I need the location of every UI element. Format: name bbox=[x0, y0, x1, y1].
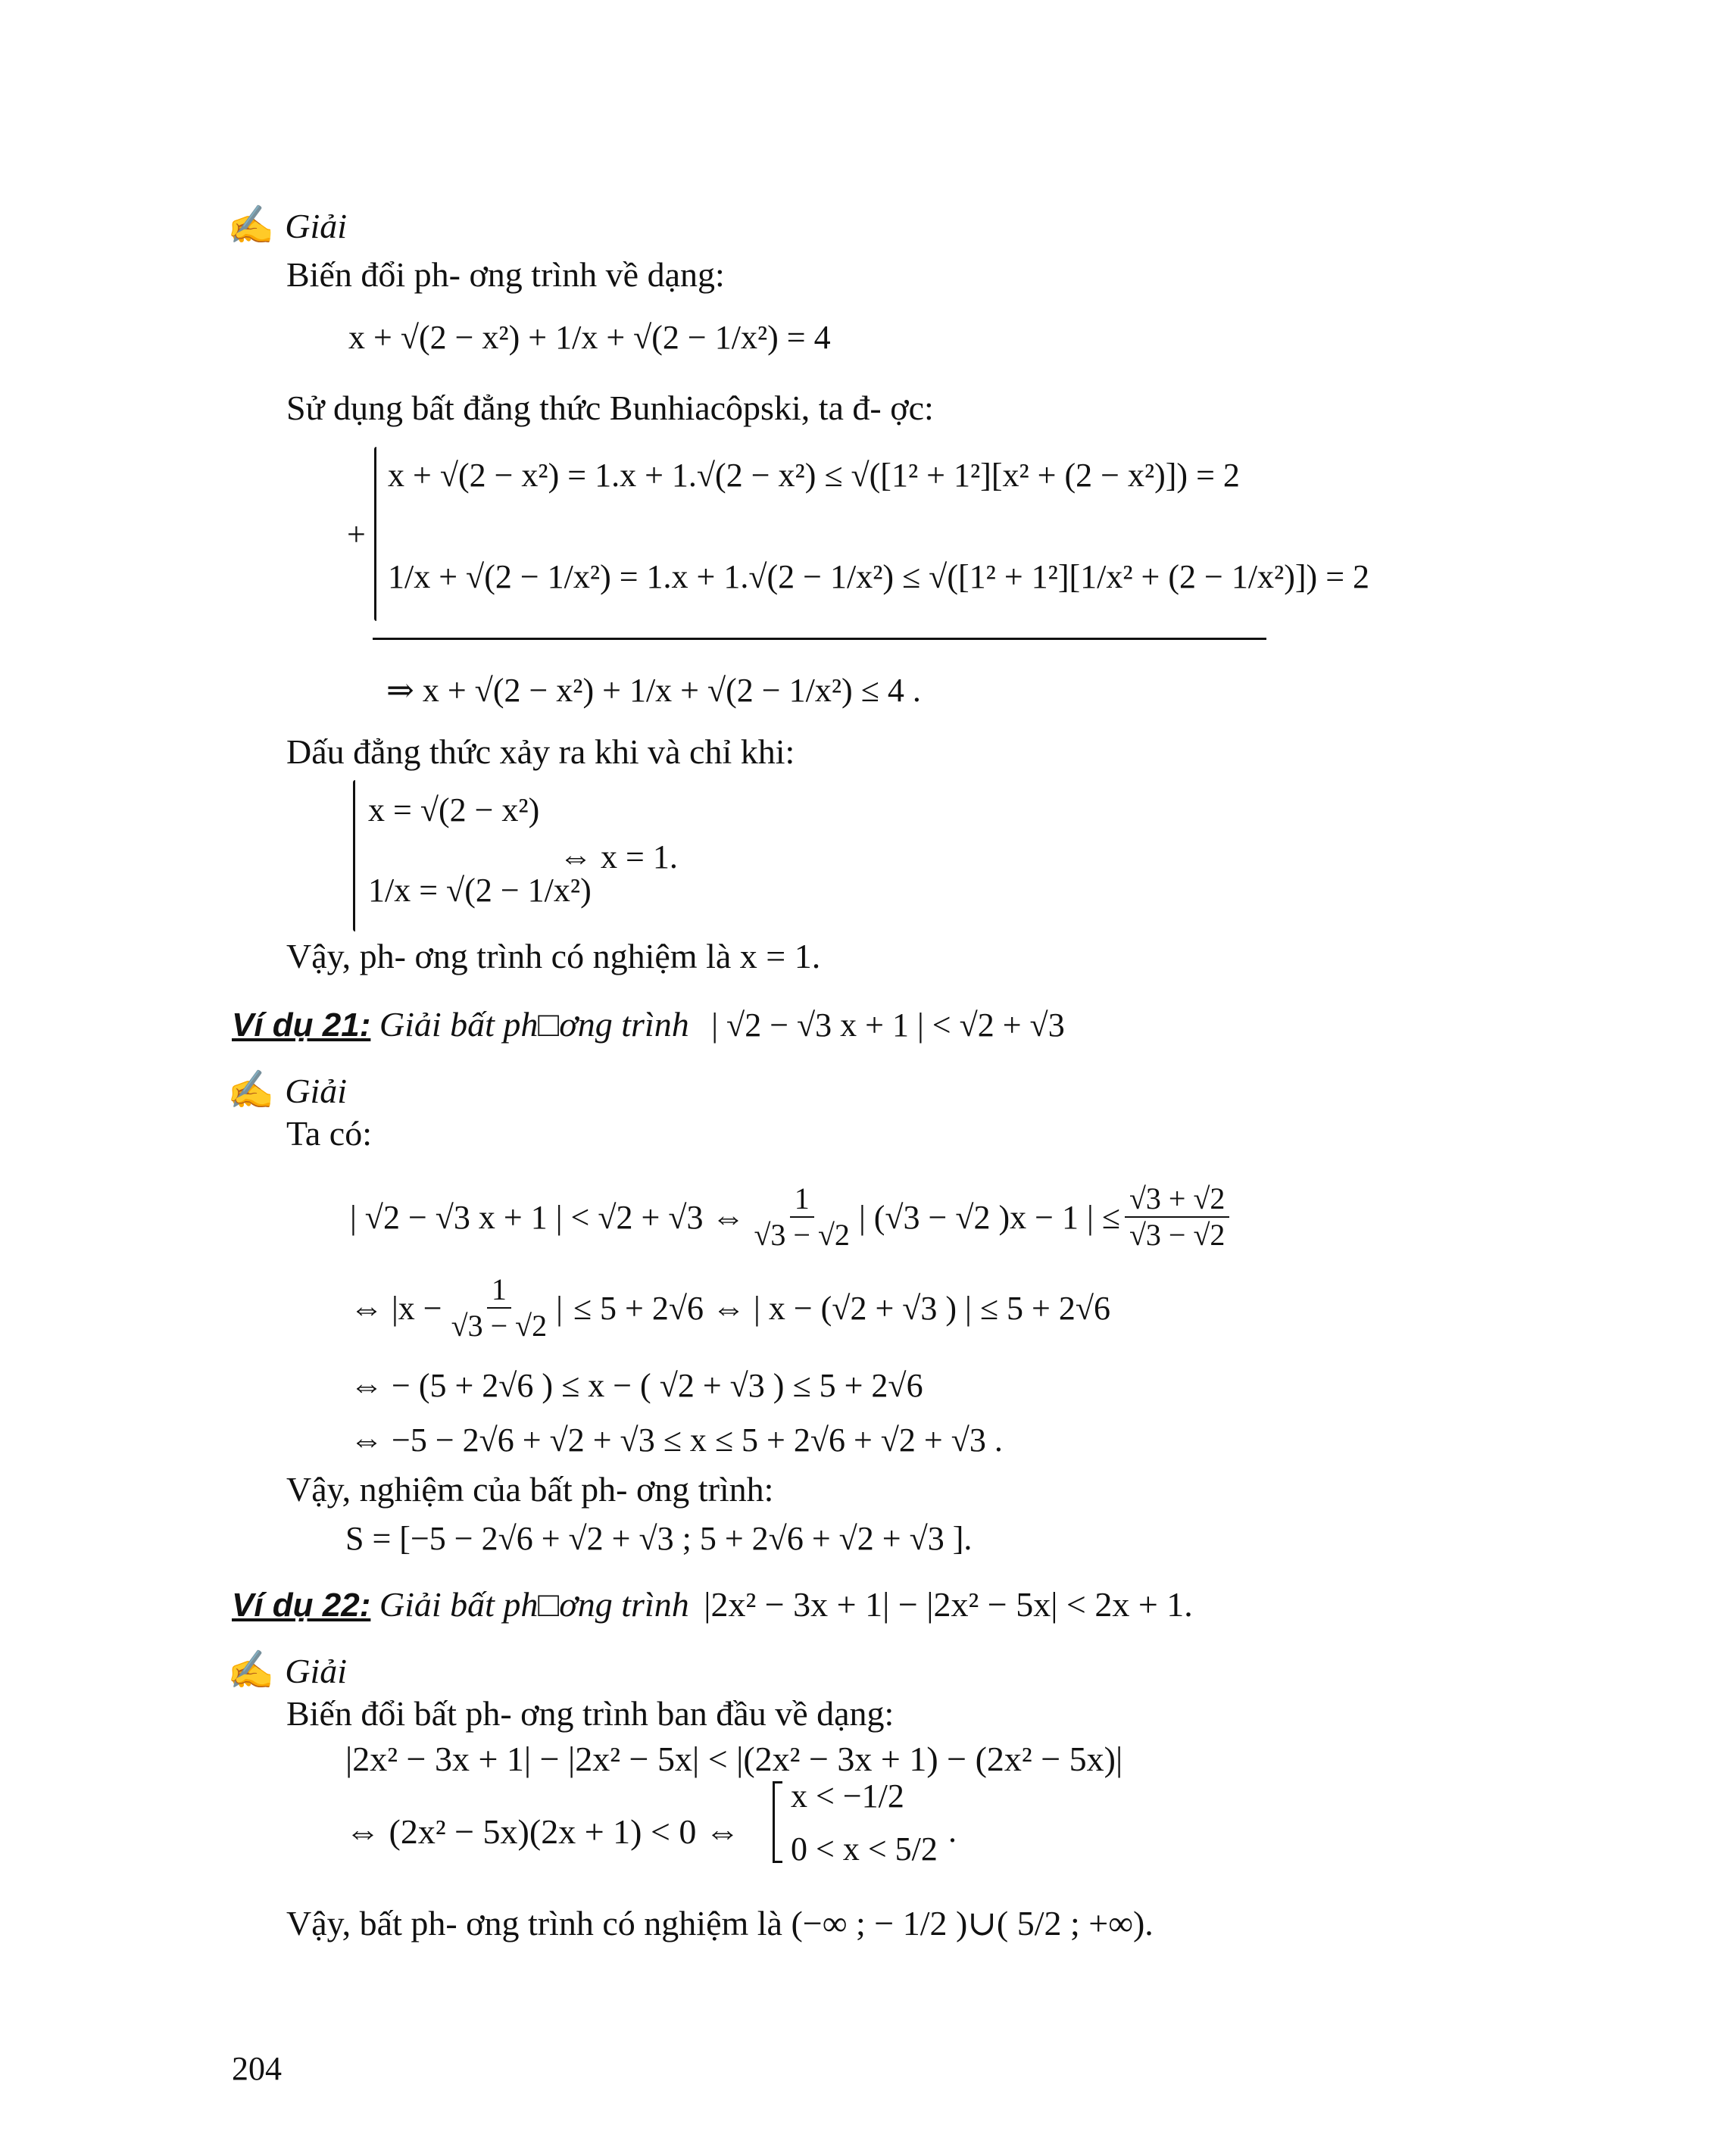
example-21-text: Giải bất ph□ơng trình bbox=[379, 1005, 689, 1044]
system-plus-sign: + bbox=[347, 516, 366, 553]
ex22-step-2: ⇔ (2x² − 5x)(2x + 1) < 0 ⇔ bbox=[345, 1812, 740, 1851]
ex21-step-1 bbox=[350, 1181, 1234, 1253]
equality-line-2: 1/x = √(2 − 1/x²) bbox=[368, 872, 592, 909]
example-22-problem: |2x² − 3x + 1| − |2x² − 5x| < 2x + 1. bbox=[704, 1585, 1193, 1624]
system-brace bbox=[374, 447, 376, 621]
ex21-fraction-2: $\frac{√3 + √2}{√3 - √2}$ bbox=[1125, 1181, 1229, 1253]
system-line-2: 1/x + √(2 − 1/x²) = 1.x + 1.√(2 − 1/x²) ≤ √([1² + 1²][1/x² + (2 − 1/x²)]) = 2 bbox=[388, 558, 1370, 595]
equation-1: x + √(2 − x²) + 1/x + √(2 − 1/x²) = 4 bbox=[348, 319, 831, 356]
ex22-case-1: x < −1/2 bbox=[791, 1777, 904, 1815]
system-line-1: x + √(2 − x²) = 1.x + 1.√(2 − x²) ≤ √([1² + 1²][x² + (2 − x²)]) = 2 bbox=[388, 457, 1240, 494]
giai-heading-1 bbox=[227, 203, 347, 248]
ex22-conclusion: Vậy, bất ph- ơng trình có nghiệm là (−∞ ; − 1/2 )∪( 5/2 ; +∞). bbox=[286, 1904, 1154, 1943]
conclusion-1: Vậy, ph- ơng trình có nghiệm là x = 1. bbox=[286, 937, 821, 975]
abs-bar: | bbox=[556, 1289, 563, 1327]
giai-heading-21 bbox=[227, 1068, 347, 1113]
example-21-problem: | √2 − √3 x + 1 | < √2 + √3 bbox=[711, 1006, 1065, 1044]
ex21-fraction-3: $\frac{1}{√3 - √2}$ bbox=[451, 1272, 548, 1343]
equiv-symbol: ⇔ |x − bbox=[350, 1289, 442, 1327]
intro-text-1: Biến đổi ph- ơng trình về dạng: bbox=[286, 255, 725, 294]
sum-result: ⇒ x + √(2 − x²) + 1/x + √(2 − 1/x²) ≤ 4 . bbox=[386, 672, 921, 709]
equality-text: Dấu đẳng thức xảy ra khi và chỉ khi: bbox=[286, 732, 795, 771]
ex22-step-1: |2x² − 3x + 1| − |2x² − 5x| < |(2x² − 3x + 1) − (2x² − 5x)| bbox=[345, 1740, 1123, 1778]
example-22-text: Giải bất ph□ơng trình bbox=[379, 1585, 689, 1624]
bunhiacopski-text: Sử dụng bất đẳng thức Bunhiacôpski, ta đ- ợc: bbox=[286, 389, 934, 427]
ex21-step-1-left: | √2 − √3 x + 1 | < √2 + √3 ⇔ bbox=[350, 1198, 745, 1236]
sum-line bbox=[373, 638, 1266, 640]
equality-brace bbox=[353, 780, 355, 932]
giai-label: Giải bbox=[285, 1072, 348, 1110]
ex21-step-2-rest: ≤ 5 + 2√6 ⇔ | x − (√2 + √3 ) | ≤ 5 + 2√6 bbox=[573, 1289, 1110, 1327]
ex22-case-bracket bbox=[773, 1781, 782, 1863]
ex22-intro: Biến đổi bất ph- ơng trình ban đầu về dạng: bbox=[286, 1694, 895, 1733]
ex21-fraction-1: $\frac{1}{√3 - √2}$ bbox=[754, 1181, 850, 1252]
writing-hand-icon: ✍ bbox=[227, 204, 275, 246]
writing-hand-icon: ✍ bbox=[227, 1069, 275, 1111]
giai-label: Giải bbox=[285, 207, 348, 245]
example-22-label: Ví dụ 22: bbox=[232, 1587, 371, 1624]
ex21-step-3: ⇔ − (5 + 2√6 ) ≤ x − ( √2 + √3 ) ≤ 5 + 2√6 bbox=[350, 1367, 923, 1404]
giai-heading-22 bbox=[227, 1648, 347, 1693]
giai-label: Giải bbox=[285, 1652, 348, 1690]
ex21-step-1-mid: | (√3 − √2 )x − 1 | ≤ bbox=[858, 1198, 1120, 1236]
taco-text: Ta có: bbox=[286, 1114, 373, 1153]
ex21-solution: S = [−5 − 2√6 + √2 + √3 ; 5 + 2√6 + √2 + √3 ]. bbox=[345, 1520, 973, 1557]
example-21-label: Ví dụ 21: bbox=[232, 1006, 371, 1044]
ex21-step-2 bbox=[350, 1272, 1110, 1343]
equality-line-1: x = √(2 − x²) bbox=[368, 791, 540, 829]
ex21-conclusion: Vậy, nghiệm của bất ph- ơng trình: bbox=[286, 1470, 774, 1509]
ex22-case-2: 0 < x < 5/2 bbox=[791, 1830, 938, 1868]
ex22-period: . bbox=[948, 1812, 957, 1849]
writing-hand-icon: ✍ bbox=[227, 1649, 275, 1691]
equality-result: ⇔ x = 1. bbox=[559, 838, 678, 875]
example-22-heading bbox=[232, 1584, 1193, 1624]
page-number: 204 bbox=[232, 2050, 282, 2087]
ex21-step-4: ⇔ −5 − 2√6 + √2 + √3 ≤ x ≤ 5 + 2√6 + √2 + √3 . bbox=[350, 1421, 1003, 1459]
example-21-heading bbox=[232, 1004, 1065, 1044]
